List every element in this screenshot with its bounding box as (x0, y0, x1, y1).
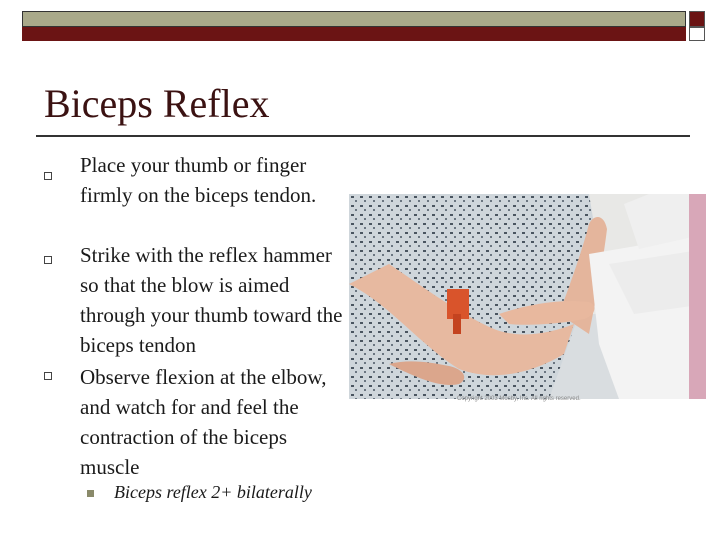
bullet-text-3: Observe flexion at the elbow, and watch for and feel the contraction of the biceps muscle (80, 365, 327, 479)
bullet-marker-2 (44, 256, 52, 264)
slide-title: Biceps Reflex (44, 81, 270, 126)
header-bar-maroon (22, 27, 686, 41)
title-underline (36, 135, 690, 137)
sub-bullet-text: Biceps reflex 2+ bilaterally (114, 482, 312, 502)
bullet-text-1: Place your thumb or finger firmly on the biceps tendon. (80, 153, 317, 207)
corner-square-maroon (689, 11, 705, 27)
corner-square-white (689, 27, 705, 41)
bullet-marker-1 (44, 172, 52, 180)
image-copyright-caption: Copyright 2003 Mosby, Inc. All rights reserved. (457, 396, 581, 402)
sub-bullet-marker (87, 490, 94, 497)
header-bar-olive (22, 11, 686, 27)
biceps-reflex-photo (349, 194, 706, 399)
bullet-marker-3 (44, 372, 52, 380)
bullet-text-2: Strike with the reflex hammer so that the blow is aimed through your thumb toward the biceps tendon (80, 243, 343, 357)
